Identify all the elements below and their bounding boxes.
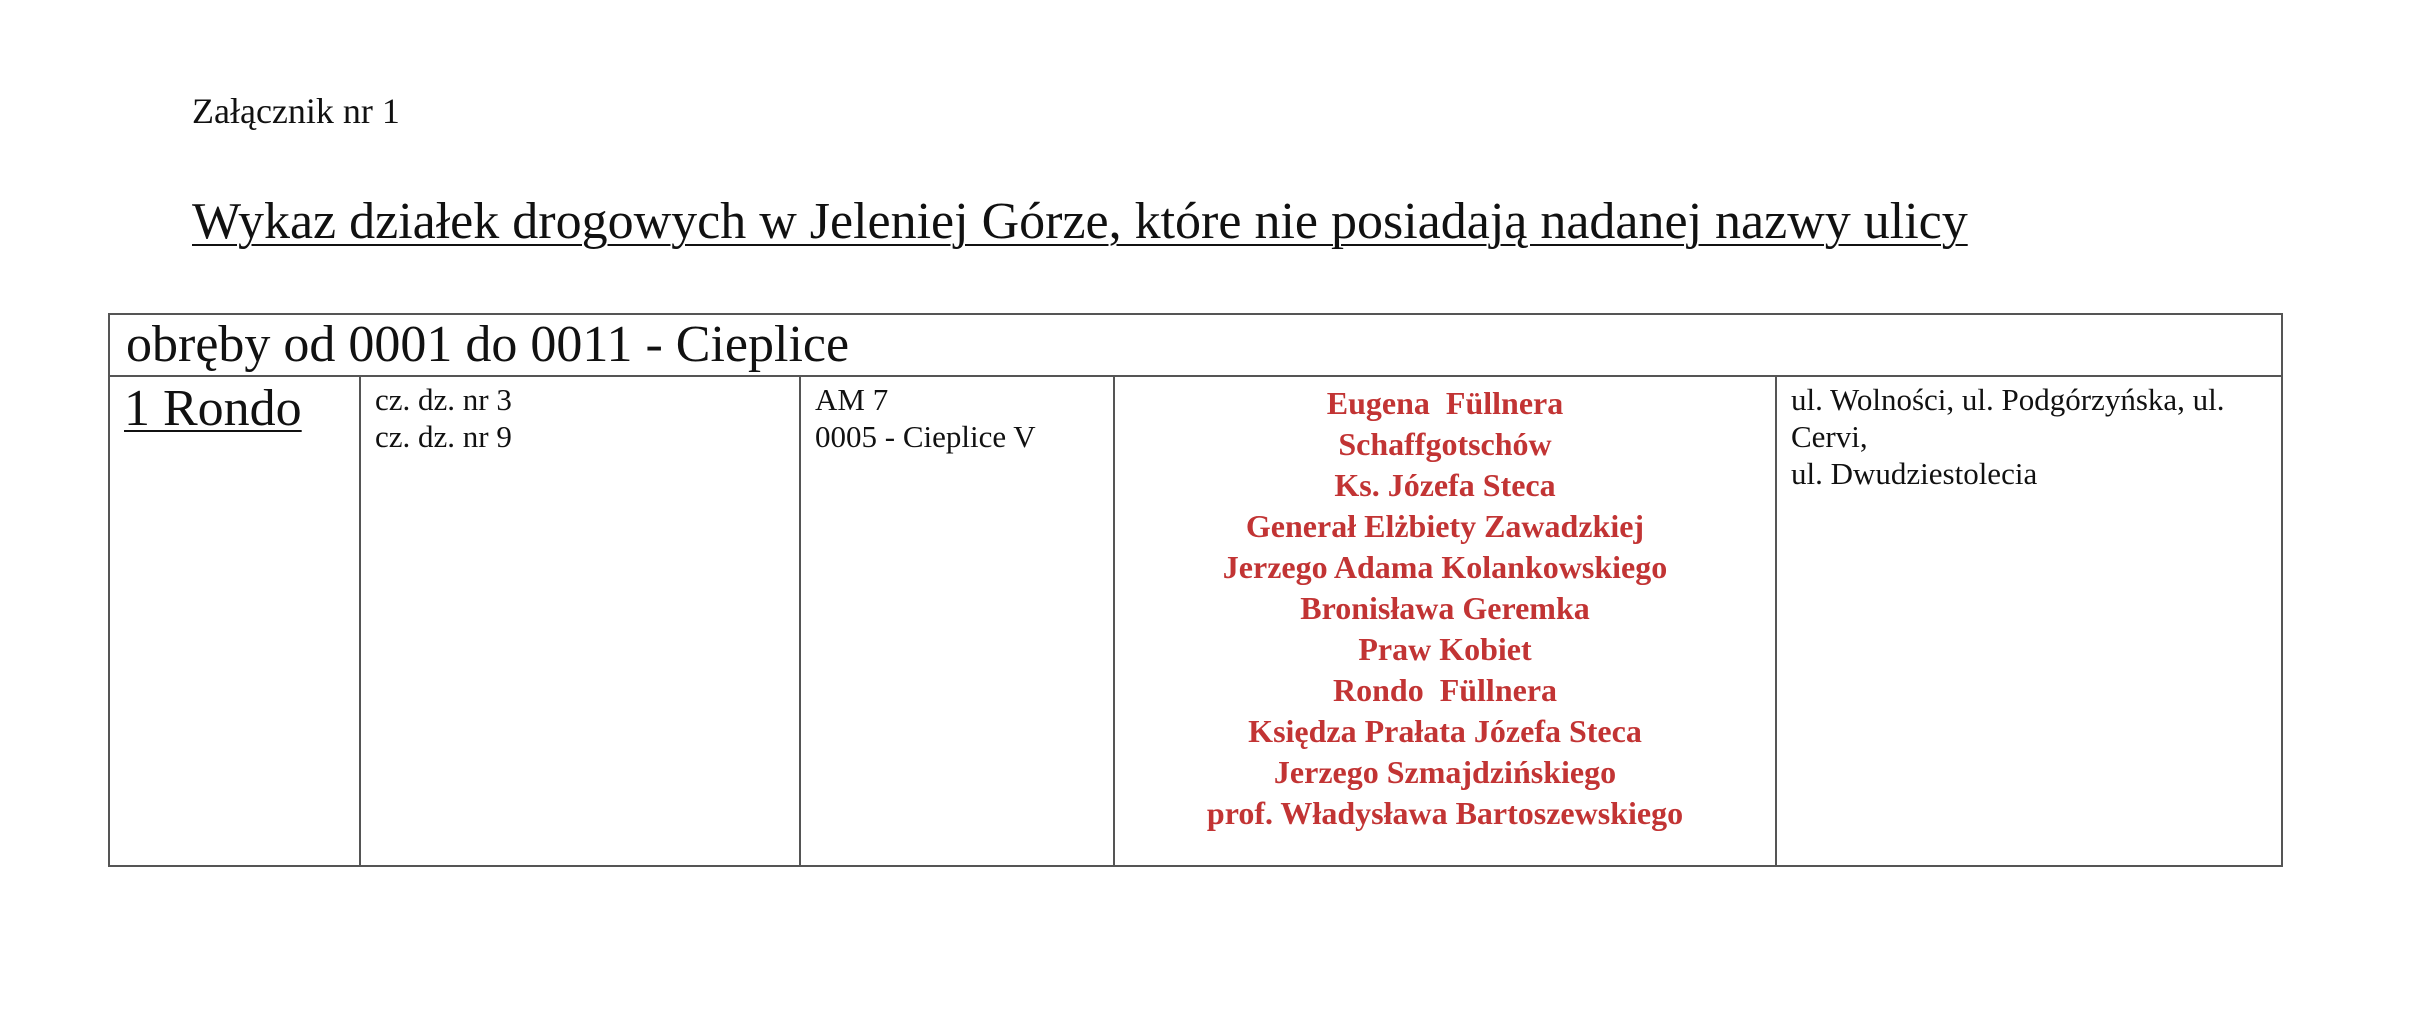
proposed-name: Praw Kobiet [1358, 631, 1532, 667]
proposed-name: Jerzego Szmajdzińskiego [1273, 754, 1617, 790]
annex-label: Załącznik nr 1 [192, 91, 400, 131]
item-label: 1 Rondo [124, 380, 302, 437]
adjacent-street: ul. Dwudziestolecia [1791, 456, 2038, 491]
precinct-header: obręby od 0001 do 0011 - Cieplice [110, 315, 2281, 377]
proposed-name: Eugena Füllnera [1326, 385, 1564, 421]
table-row [110, 377, 2281, 865]
plot-number: cz. dz. nr 3 [375, 382, 512, 417]
plot-number: cz. dz. nr 9 [375, 419, 512, 454]
proposed-names-cell [1115, 377, 1777, 865]
adjacent-streets: ul. Wolności, ul. Podgórzyńska, ul. Cervi, [1791, 382, 2225, 454]
location-cell [1777, 377, 2281, 865]
proposed-name: Generał Elżbiety Zawadzkiej [1245, 508, 1645, 544]
proposed-name: prof. Władysława Bartoszewskiego [1206, 795, 1684, 831]
document-title: Wykaz działek drogowych w Jeleniej Górze, które nie posiadają nadanej nazwy ulicy [192, 193, 1968, 250]
proposed-name: Bronisława Geremka [1300, 590, 1590, 626]
proposed-name: Ks. Józefa Steca [1334, 467, 1556, 503]
plots-table [108, 313, 2283, 867]
precinct-name: 0005 - Cieplice V [815, 419, 1036, 454]
map-sheet-cell [801, 377, 1115, 865]
proposed-name: Schaffgotschów [1338, 426, 1552, 462]
proposed-name: Księdza Prałata Józefa Steca [1248, 713, 1642, 749]
proposed-name: Jerzego Adama Kolankowskiego [1222, 549, 1668, 585]
proposed-name: Rondo Füllnera [1332, 672, 1558, 708]
map-sheet: AM 7 [815, 382, 889, 417]
item-cell [110, 377, 361, 865]
plots-cell [361, 377, 801, 865]
